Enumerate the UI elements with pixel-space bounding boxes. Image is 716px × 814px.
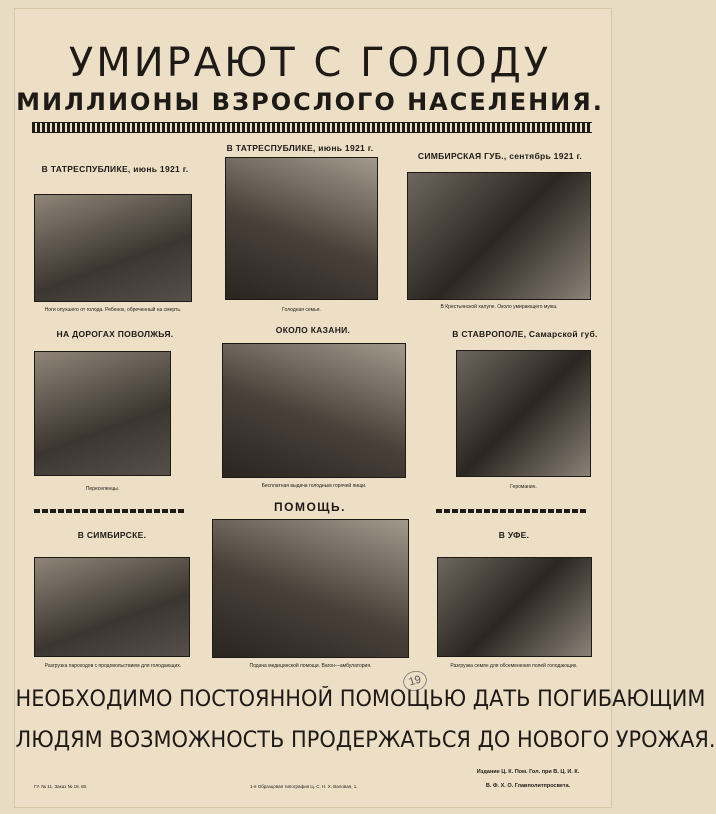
publisher-line-1: Издание Ц. К. Пом. Гол. при В. Ц. И. К. <box>476 769 580 775</box>
photo-food-distribution <box>222 343 406 478</box>
print-info-center: 1-я Образцовая типография Ц. С. Н. Х. Валовая, 1. <box>250 784 358 789</box>
row1-caption-1: В ТАТРЕСПУБЛИКЕ, июнь 1921 г. <box>41 164 189 174</box>
print-info-left: ГУ. № 11. Заказ № 18. 80. <box>34 784 88 789</box>
archive-stamp: 19 <box>401 668 429 694</box>
slogan-line-2: ЛЮДЯМ ВОЗМОЖНОСТЬ ПРОДЕРЖАТЬСЯ ДО НОВОГО УРОЖАЯ. <box>15 728 716 753</box>
publisher-line-2: В. Ф. Х. О. Главполитпросвета. <box>485 783 571 789</box>
photo-unloading-steamers <box>34 557 190 657</box>
row2-subcaption-1: Переселенцы. <box>85 486 120 492</box>
help-heading: ПОМОЩЬ. <box>274 500 346 514</box>
row2-caption-3: В СТАВРОПОЛЕ, Самарской губ. <box>452 329 598 339</box>
row1-subcaption-2: Голодная семья. <box>282 307 321 313</box>
photo-hungry-family <box>225 157 378 300</box>
photo-medical-car <box>212 519 409 658</box>
row3-subcaption-1: Разгрузка пароходов с продовольствием для голодающих. <box>44 663 182 669</box>
row2-caption-1: НА ДОРОГАХ ПОВОЛЖЬЯ. <box>56 329 174 339</box>
help-ornament-right <box>436 509 586 513</box>
poster-title: УМИРАЮТ С ГОЛОДУ <box>68 40 552 86</box>
row2-caption-2: ОКОЛО КАЗАНИ. <box>275 325 351 335</box>
row3-caption-3: В УФЕ. <box>498 530 530 540</box>
row3-subcaption-2: Подача медицинской помощи. Вагон—амбулатория. <box>249 663 372 669</box>
row2-subcaption-2: Бесплатная выдача голодным горячей пищи. <box>261 483 367 489</box>
row1-subcaption-1: Ноги опухшего от голода. Ребенок, обреченный на смерть. <box>44 307 182 313</box>
row1-caption-2: В ТАТРЕСПУБЛИКЕ, июнь 1921 г. <box>226 143 374 153</box>
row2-subcaption-3: Героманин. <box>510 484 537 490</box>
row1-caption-3: СИМБИРСКАЯ ГУБ., сентябрь 1921 г. <box>417 151 583 161</box>
photo-unloading-seeds <box>437 557 592 657</box>
poster-subtitle: МИЛЛИОНЫ ВЗРОСЛОГО НАСЕЛЕНИЯ. <box>16 88 604 116</box>
photo-starving-child <box>34 194 192 302</box>
row1-subcaption-3: В Крестьянской халупе. Около умирающего мужа. <box>440 304 558 310</box>
row3-subcaption-3: Разгрузка семян для обсеменения полей голодающих. <box>450 663 578 669</box>
photo-peasant-hut <box>407 172 591 300</box>
photo-stavropol <box>456 350 591 477</box>
slogan-line-1: НЕОБХОДИМО ПОСТОЯННОЙ ПОМОЩЬЮ ДАТЬ ПОГИБАЮЩИМ <box>15 687 706 712</box>
photo-migrants <box>34 351 171 476</box>
ornamental-band <box>32 122 592 133</box>
row3-caption-1: В СИМБИРСКЕ. <box>77 530 147 540</box>
